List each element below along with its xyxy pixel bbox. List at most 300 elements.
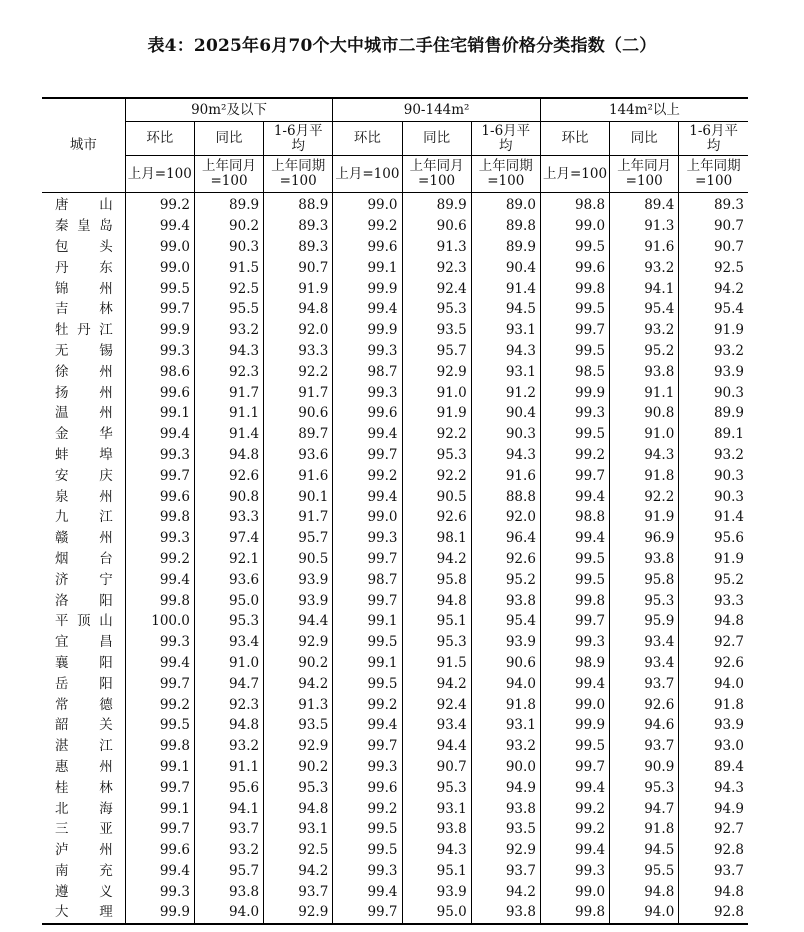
table-row <box>42 881 748 902</box>
city-name: 包头 <box>42 237 125 258</box>
table-row <box>42 840 748 861</box>
index-value: 91.8 <box>471 694 540 715</box>
table-row <box>42 902 748 924</box>
table-row <box>42 278 748 299</box>
index-value: 93.8 <box>471 590 540 611</box>
city-name: 南充 <box>42 861 125 882</box>
index-value: 90.3 <box>679 382 748 403</box>
index-value: 99.0 <box>125 257 194 278</box>
sub-header: 环比 <box>125 122 194 156</box>
sub-header: 1-6月平均 <box>471 122 540 156</box>
index-value: 93.1 <box>402 798 471 819</box>
index-value: 99.3 <box>125 341 194 362</box>
index-value: 91.1 <box>194 403 263 424</box>
index-value: 91.8 <box>610 465 679 486</box>
index-value: 95.3 <box>402 632 471 653</box>
city-name: 岳阳 <box>42 673 125 694</box>
index-value: 98.8 <box>540 193 609 216</box>
table-title: 表4：2025年6月70个大中城市二手住宅销售价格分类指数（二） <box>147 36 657 56</box>
index-value: 99.4 <box>333 715 402 736</box>
index-value: 98.5 <box>540 361 609 382</box>
index-value: 99.2 <box>125 549 194 570</box>
index-value: 93.3 <box>194 507 263 528</box>
index-value: 99.4 <box>540 486 609 507</box>
index-value: 93.9 <box>679 715 748 736</box>
city-name: 无锡 <box>42 341 125 362</box>
index-value: 99.3 <box>333 757 402 778</box>
index-value: 95.3 <box>194 611 263 632</box>
index-value: 93.5 <box>471 819 540 840</box>
index-value: 93.7 <box>194 819 263 840</box>
index-value: 90.4 <box>471 403 540 424</box>
city-name: 扬州 <box>42 382 125 403</box>
index-value: 90.6 <box>264 403 333 424</box>
index-value: 92.2 <box>264 361 333 382</box>
index-value: 95.8 <box>402 569 471 590</box>
index-value: 91.0 <box>402 382 471 403</box>
index-value: 99.7 <box>333 736 402 757</box>
city-name: 惠州 <box>42 757 125 778</box>
index-value: 99.3 <box>333 861 402 882</box>
index-value: 95.8 <box>610 569 679 590</box>
index-value: 94.1 <box>610 278 679 299</box>
index-value: 99.8 <box>540 902 609 924</box>
index-value: 99.5 <box>540 569 609 590</box>
index-value: 93.4 <box>194 632 263 653</box>
index-value: 94.2 <box>402 549 471 570</box>
city-name: 泉州 <box>42 486 125 507</box>
index-value: 93.6 <box>264 445 333 466</box>
table-header <box>42 98 748 193</box>
table-row <box>42 193 748 216</box>
table-row <box>42 341 748 362</box>
index-value: 99.5 <box>333 673 402 694</box>
index-value: 99.5 <box>540 299 609 320</box>
index-value: 92.6 <box>402 507 471 528</box>
index-value: 94.8 <box>402 590 471 611</box>
city-name: 锦州 <box>42 278 125 299</box>
table-row <box>42 590 748 611</box>
index-value: 94.8 <box>264 798 333 819</box>
table-row <box>42 361 748 382</box>
index-value: 93.0 <box>679 736 748 757</box>
index-value: 95.3 <box>264 777 333 798</box>
index-value: 90.3 <box>679 486 748 507</box>
city-name: 赣州 <box>42 528 125 549</box>
city-name: 桂林 <box>42 777 125 798</box>
index-value: 99.9 <box>125 320 194 341</box>
index-value: 92.7 <box>679 632 748 653</box>
index-value: 91.4 <box>679 507 748 528</box>
index-value: 98.9 <box>540 653 609 674</box>
index-value: 92.4 <box>402 278 471 299</box>
index-value: 95.0 <box>194 590 263 611</box>
index-value: 90.2 <box>194 216 263 237</box>
index-value: 92.9 <box>402 361 471 382</box>
index-value: 97.4 <box>194 528 263 549</box>
index-value: 99.8 <box>125 736 194 757</box>
index-value: 93.8 <box>194 881 263 902</box>
index-value: 94.9 <box>471 777 540 798</box>
index-value: 91.4 <box>471 278 540 299</box>
index-value: 90.4 <box>471 257 540 278</box>
base-header: 上月=100 <box>125 156 194 193</box>
index-value: 90.6 <box>402 216 471 237</box>
index-value: 99.5 <box>540 424 609 445</box>
index-value: 95.3 <box>402 777 471 798</box>
sub-header: 同比 <box>610 122 679 156</box>
index-value: 93.4 <box>610 653 679 674</box>
index-value: 91.9 <box>264 278 333 299</box>
index-value: 94.5 <box>610 840 679 861</box>
base-header: 上年同月=100 <box>194 156 263 193</box>
index-value: 94.2 <box>264 673 333 694</box>
index-value: 93.1 <box>471 715 540 736</box>
city-column-header: 城市 <box>42 98 125 193</box>
index-value: 94.8 <box>679 611 748 632</box>
index-value: 93.8 <box>402 819 471 840</box>
index-value: 99.5 <box>125 715 194 736</box>
index-value: 93.7 <box>679 861 748 882</box>
index-value: 92.0 <box>471 507 540 528</box>
city-name: 安庆 <box>42 465 125 486</box>
index-value: 99.1 <box>333 653 402 674</box>
index-value: 92.0 <box>264 320 333 341</box>
index-value: 95.3 <box>610 590 679 611</box>
index-value: 99.4 <box>125 569 194 590</box>
index-value: 99.5 <box>540 341 609 362</box>
index-value: 99.6 <box>125 486 194 507</box>
city-name: 九江 <box>42 507 125 528</box>
index-value: 99.0 <box>540 694 609 715</box>
index-value: 93.1 <box>471 361 540 382</box>
index-value: 95.2 <box>471 569 540 590</box>
index-value: 99.2 <box>540 819 609 840</box>
base-header: 上月=100 <box>540 156 609 193</box>
index-value: 99.2 <box>540 445 609 466</box>
index-value: 91.3 <box>264 694 333 715</box>
index-value: 99.3 <box>333 382 402 403</box>
index-value: 94.1 <box>194 798 263 819</box>
index-value: 99.7 <box>125 819 194 840</box>
index-value: 99.5 <box>540 549 609 570</box>
city-name: 襄阳 <box>42 653 125 674</box>
index-value: 99.0 <box>125 237 194 258</box>
index-value: 95.3 <box>610 777 679 798</box>
index-value: 93.8 <box>471 902 540 924</box>
index-value: 92.2 <box>610 486 679 507</box>
index-value: 93.9 <box>471 632 540 653</box>
index-value: 90.3 <box>679 465 748 486</box>
index-value: 94.3 <box>471 445 540 466</box>
index-value: 88.8 <box>471 486 540 507</box>
index-value: 99.8 <box>125 590 194 611</box>
index-value: 93.5 <box>264 715 333 736</box>
index-value: 96.4 <box>471 528 540 549</box>
index-value: 99.8 <box>540 278 609 299</box>
index-value: 99.2 <box>333 216 402 237</box>
index-value: 93.2 <box>679 341 748 362</box>
index-value: 99.8 <box>540 590 609 611</box>
index-value: 91.1 <box>194 757 263 778</box>
index-value: 94.7 <box>610 798 679 819</box>
table-row <box>42 694 748 715</box>
table-row <box>42 736 748 757</box>
table-row <box>42 673 748 694</box>
index-value: 89.0 <box>471 193 540 216</box>
index-value: 91.9 <box>679 320 748 341</box>
index-value: 99.4 <box>125 424 194 445</box>
index-value: 90.3 <box>471 424 540 445</box>
sub-header: 1-6月平均 <box>679 122 748 156</box>
index-value: 99.4 <box>333 881 402 902</box>
index-value: 93.3 <box>679 590 748 611</box>
index-value: 92.8 <box>679 840 748 861</box>
index-value: 99.2 <box>333 465 402 486</box>
index-value: 91.0 <box>610 424 679 445</box>
index-value: 93.9 <box>402 881 471 902</box>
index-value: 92.6 <box>194 465 263 486</box>
index-value: 99.3 <box>125 528 194 549</box>
index-value: 99.2 <box>333 694 402 715</box>
index-value: 99.3 <box>125 445 194 466</box>
table-row <box>42 777 748 798</box>
index-value: 94.3 <box>402 840 471 861</box>
city-name: 遵义 <box>42 881 125 902</box>
index-value: 99.7 <box>125 465 194 486</box>
index-value: 99.9 <box>333 320 402 341</box>
index-value: 99.0 <box>333 193 402 216</box>
index-value: 98.7 <box>333 569 402 590</box>
index-value: 95.3 <box>402 445 471 466</box>
city-name: 韶关 <box>42 715 125 736</box>
index-value: 99.0 <box>540 881 609 902</box>
index-value: 92.8 <box>679 902 748 924</box>
index-value: 99.7 <box>540 611 609 632</box>
index-value: 99.6 <box>125 840 194 861</box>
index-value: 89.7 <box>264 424 333 445</box>
index-value: 99.3 <box>125 632 194 653</box>
index-value: 89.3 <box>264 237 333 258</box>
index-value: 95.5 <box>194 299 263 320</box>
city-name: 北海 <box>42 798 125 819</box>
index-value: 94.0 <box>471 673 540 694</box>
city-name: 湛江 <box>42 736 125 757</box>
city-name: 平顶山 <box>42 611 125 632</box>
index-value: 89.9 <box>402 193 471 216</box>
index-value: 90.9 <box>610 757 679 778</box>
index-value: 92.6 <box>610 694 679 715</box>
index-value: 99.2 <box>125 193 194 216</box>
index-value: 93.2 <box>610 257 679 278</box>
index-value: 95.7 <box>402 341 471 362</box>
index-value: 99.0 <box>540 216 609 237</box>
index-value: 93.2 <box>610 320 679 341</box>
index-value: 99.4 <box>540 777 609 798</box>
index-value: 92.2 <box>402 424 471 445</box>
index-value: 99.6 <box>125 382 194 403</box>
index-value: 93.2 <box>194 320 263 341</box>
index-value: 99.3 <box>540 403 609 424</box>
table-row <box>42 819 748 840</box>
index-value: 99.1 <box>333 257 402 278</box>
index-value: 90.7 <box>679 216 748 237</box>
index-value: 98.8 <box>540 507 609 528</box>
base-header: 上年同期=100 <box>264 156 333 193</box>
index-value: 91.5 <box>402 653 471 674</box>
index-value: 100.0 <box>125 611 194 632</box>
index-value: 99.1 <box>125 798 194 819</box>
index-value: 99.6 <box>333 403 402 424</box>
city-name: 蚌埠 <box>42 445 125 466</box>
index-value: 99.9 <box>540 382 609 403</box>
city-name: 温州 <box>42 403 125 424</box>
index-value: 99.6 <box>333 777 402 798</box>
index-value: 99.7 <box>333 902 402 924</box>
index-value: 99.9 <box>333 278 402 299</box>
base-header: 上年同月=100 <box>610 156 679 193</box>
table-row <box>42 632 748 653</box>
group-header-small: 90m²及以下 <box>125 98 333 122</box>
city-name: 三亚 <box>42 819 125 840</box>
index-value: 99.7 <box>125 299 194 320</box>
index-value: 89.9 <box>679 403 748 424</box>
index-value: 99.7 <box>333 549 402 570</box>
index-value: 90.1 <box>264 486 333 507</box>
index-value: 99.8 <box>125 507 194 528</box>
index-value: 91.4 <box>194 424 263 445</box>
base-header: 上年同期=100 <box>471 156 540 193</box>
index-value: 93.2 <box>471 736 540 757</box>
index-value: 99.3 <box>333 341 402 362</box>
index-value: 95.5 <box>610 861 679 882</box>
city-name: 唐山 <box>42 193 125 216</box>
index-value: 99.4 <box>125 861 194 882</box>
index-value: 95.0 <box>402 902 471 924</box>
index-value: 89.3 <box>264 216 333 237</box>
table-row <box>42 237 748 258</box>
index-value: 93.8 <box>610 549 679 570</box>
table-row <box>42 257 748 278</box>
index-value: 99.7 <box>540 757 609 778</box>
table-row <box>42 486 748 507</box>
table-row <box>42 465 748 486</box>
index-value: 89.1 <box>679 424 748 445</box>
index-value: 89.9 <box>194 193 263 216</box>
index-value: 99.9 <box>125 902 194 924</box>
index-value: 95.4 <box>679 299 748 320</box>
index-value: 95.1 <box>402 861 471 882</box>
index-value: 91.3 <box>402 237 471 258</box>
index-value: 91.3 <box>610 216 679 237</box>
index-value: 90.7 <box>402 757 471 778</box>
index-value: 93.3 <box>264 341 333 362</box>
index-value: 95.7 <box>264 528 333 549</box>
group-header-large: 144m²以上 <box>540 98 748 122</box>
index-value: 94.8 <box>194 445 263 466</box>
city-name: 大理 <box>42 902 125 924</box>
index-value: 94.0 <box>194 902 263 924</box>
index-value: 94.6 <box>610 715 679 736</box>
index-value: 94.9 <box>679 798 748 819</box>
table-row <box>42 653 748 674</box>
table-row <box>42 403 748 424</box>
city-name: 秦皇岛 <box>42 216 125 237</box>
index-value: 99.7 <box>540 465 609 486</box>
sub-header: 同比 <box>402 122 471 156</box>
index-value: 98.1 <box>402 528 471 549</box>
table-row <box>42 715 748 736</box>
index-value: 90.5 <box>264 549 333 570</box>
index-value: 92.9 <box>471 840 540 861</box>
index-value: 90.7 <box>264 257 333 278</box>
index-value: 92.9 <box>264 736 333 757</box>
index-value: 99.7 <box>333 445 402 466</box>
base-header: 上月=100 <box>333 156 402 193</box>
index-value: 93.8 <box>610 361 679 382</box>
index-value: 92.9 <box>264 632 333 653</box>
index-value: 90.8 <box>194 486 263 507</box>
city-name: 济宁 <box>42 569 125 590</box>
index-value: 99.6 <box>540 257 609 278</box>
index-value: 99.2 <box>540 798 609 819</box>
index-value: 92.9 <box>264 902 333 924</box>
index-value: 92.5 <box>194 278 263 299</box>
index-value: 99.5 <box>540 237 609 258</box>
index-value: 91.0 <box>194 653 263 674</box>
index-value: 91.8 <box>610 819 679 840</box>
index-value: 91.9 <box>402 403 471 424</box>
index-value: 89.8 <box>471 216 540 237</box>
index-value: 91.6 <box>471 465 540 486</box>
sub-header: 环比 <box>333 122 402 156</box>
table-row <box>42 861 748 882</box>
index-value: 94.8 <box>679 881 748 902</box>
index-value: 96.9 <box>610 528 679 549</box>
index-value: 95.6 <box>194 777 263 798</box>
index-value: 95.1 <box>402 611 471 632</box>
index-value: 91.2 <box>471 382 540 403</box>
index-value: 89.4 <box>610 193 679 216</box>
index-value: 91.8 <box>679 694 748 715</box>
index-value: 90.8 <box>610 403 679 424</box>
index-value: 94.8 <box>264 299 333 320</box>
table-row <box>42 549 748 570</box>
index-value: 94.0 <box>679 673 748 694</box>
table-row <box>42 528 748 549</box>
index-value: 98.7 <box>333 361 402 382</box>
index-value: 90.6 <box>471 653 540 674</box>
city-name: 丹东 <box>42 257 125 278</box>
index-value: 91.1 <box>610 382 679 403</box>
index-value: 89.4 <box>679 757 748 778</box>
index-value: 99.3 <box>540 632 609 653</box>
index-value: 92.2 <box>402 465 471 486</box>
index-value: 94.5 <box>471 299 540 320</box>
index-value: 91.9 <box>610 507 679 528</box>
index-value: 94.2 <box>264 861 333 882</box>
index-value: 99.7 <box>125 777 194 798</box>
index-value: 93.4 <box>402 715 471 736</box>
index-value: 94.3 <box>679 777 748 798</box>
index-value: 91.7 <box>194 382 263 403</box>
index-value: 93.7 <box>610 736 679 757</box>
index-value: 95.2 <box>679 569 748 590</box>
table-row <box>42 299 748 320</box>
index-value: 99.5 <box>333 819 402 840</box>
index-value: 92.4 <box>402 694 471 715</box>
city-name: 徐州 <box>42 361 125 382</box>
